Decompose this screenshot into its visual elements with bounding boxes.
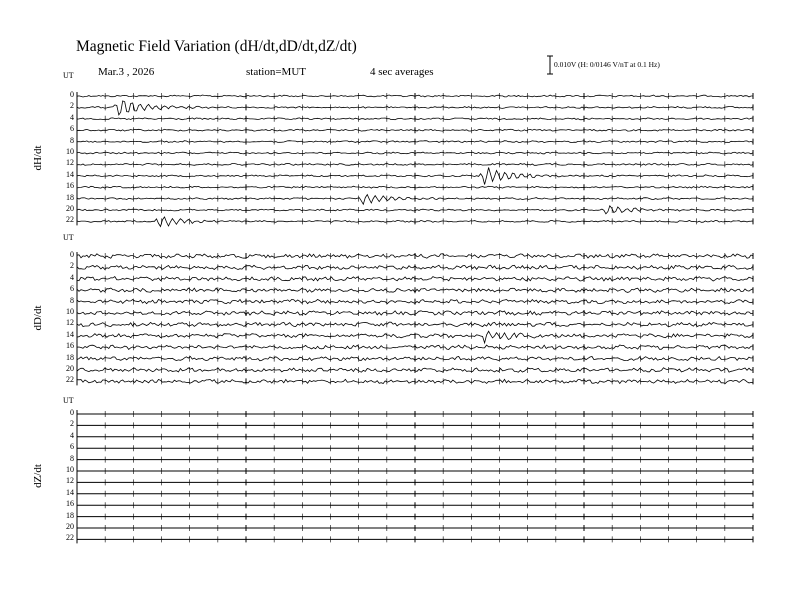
hour-label: 20 bbox=[66, 522, 74, 531]
hour-label: 20 bbox=[66, 364, 74, 373]
ut-label: UT bbox=[63, 233, 74, 242]
trace-row bbox=[77, 264, 753, 270]
hour-label: 4 bbox=[70, 112, 74, 122]
hour-label: 14 bbox=[66, 487, 74, 497]
hour-label: 6 bbox=[70, 124, 74, 134]
hour-label: 8 bbox=[70, 295, 74, 305]
hour-label: 22 bbox=[66, 215, 74, 225]
hour-label: 22 bbox=[66, 375, 74, 385]
component-label: dZ/dt bbox=[32, 464, 44, 488]
trace-row bbox=[77, 93, 753, 99]
trace-row bbox=[77, 139, 753, 145]
trace-row bbox=[77, 206, 753, 214]
trace-row bbox=[77, 468, 753, 474]
trace-row bbox=[77, 331, 753, 343]
trace-row bbox=[77, 161, 753, 167]
trace-row bbox=[77, 217, 753, 227]
hour-label: 14 bbox=[66, 329, 74, 339]
hour-label: 10 bbox=[66, 465, 74, 474]
hour-label: 0 bbox=[70, 408, 74, 417]
ut-label: UT bbox=[63, 71, 74, 80]
trace-row bbox=[77, 434, 753, 440]
trace-row bbox=[77, 536, 753, 542]
hour-label: 18 bbox=[66, 510, 74, 520]
hour-label: 2 bbox=[70, 261, 74, 271]
trace-row bbox=[77, 422, 753, 428]
hour-label: 0 bbox=[70, 250, 74, 259]
trace-row bbox=[77, 514, 753, 520]
trace-row bbox=[77, 299, 753, 305]
trace-row bbox=[77, 356, 753, 362]
trace-line bbox=[77, 101, 753, 115]
hour-label: 12 bbox=[66, 318, 74, 328]
trace-row bbox=[77, 491, 753, 497]
hour-label: 14 bbox=[66, 169, 74, 179]
trace-row bbox=[77, 150, 753, 156]
component-label: dD/dt bbox=[32, 305, 44, 331]
hour-label: 2 bbox=[70, 101, 74, 111]
trace-row bbox=[77, 367, 753, 373]
hour-label: 12 bbox=[66, 476, 74, 486]
trace-line bbox=[77, 168, 753, 185]
trace-row bbox=[77, 479, 753, 485]
hour-label: 8 bbox=[70, 135, 74, 145]
trace-row bbox=[77, 457, 753, 463]
hour-label: 2 bbox=[70, 419, 74, 429]
hour-label: 10 bbox=[66, 147, 74, 156]
date-label: Mar.3 , 2026 bbox=[98, 66, 155, 78]
hour-label: 6 bbox=[70, 442, 74, 452]
hour-label: 4 bbox=[70, 272, 74, 282]
trace-row bbox=[77, 525, 753, 531]
trace-row bbox=[77, 116, 753, 122]
hour-label: 12 bbox=[66, 158, 74, 168]
hour-label: 22 bbox=[66, 533, 74, 543]
hour-label: 18 bbox=[66, 352, 74, 362]
component-label: dH/dt bbox=[32, 145, 44, 171]
hour-label: 10 bbox=[66, 307, 74, 316]
trace-row bbox=[77, 445, 753, 451]
hour-label: 16 bbox=[66, 341, 74, 351]
hour-label: 8 bbox=[70, 453, 74, 463]
averaging-label: 4 sec averages bbox=[370, 66, 434, 78]
station-label: station=MUT bbox=[246, 66, 306, 78]
hour-label: 4 bbox=[70, 430, 74, 440]
hour-label: 16 bbox=[66, 181, 74, 191]
trace-row bbox=[77, 287, 753, 293]
hour-label: 20 bbox=[66, 204, 74, 213]
trace-row bbox=[77, 168, 753, 185]
scale-label: 0.010V (H: 0/0146 V/nT at 0.1 Hz) bbox=[554, 60, 660, 69]
trace-row bbox=[77, 378, 753, 384]
trace-row bbox=[77, 276, 753, 282]
trace-row bbox=[77, 344, 753, 350]
trace-row bbox=[77, 184, 753, 190]
hour-label: 18 bbox=[66, 192, 74, 202]
chart-title: Magnetic Field Variation (dH/dt,dD/dt,dZ/dt) bbox=[76, 38, 357, 55]
trace-row bbox=[77, 502, 753, 508]
trace-row bbox=[77, 101, 753, 115]
trace-row bbox=[77, 310, 753, 316]
hour-label: 6 bbox=[70, 284, 74, 294]
trace-row bbox=[77, 253, 753, 259]
trace-row bbox=[77, 127, 753, 133]
trace-row bbox=[77, 321, 753, 327]
ut-label: UT bbox=[63, 396, 74, 405]
hour-label: 0 bbox=[70, 90, 74, 99]
hour-label: 16 bbox=[66, 499, 74, 509]
trace-row bbox=[77, 411, 753, 417]
trace-row bbox=[77, 195, 753, 205]
